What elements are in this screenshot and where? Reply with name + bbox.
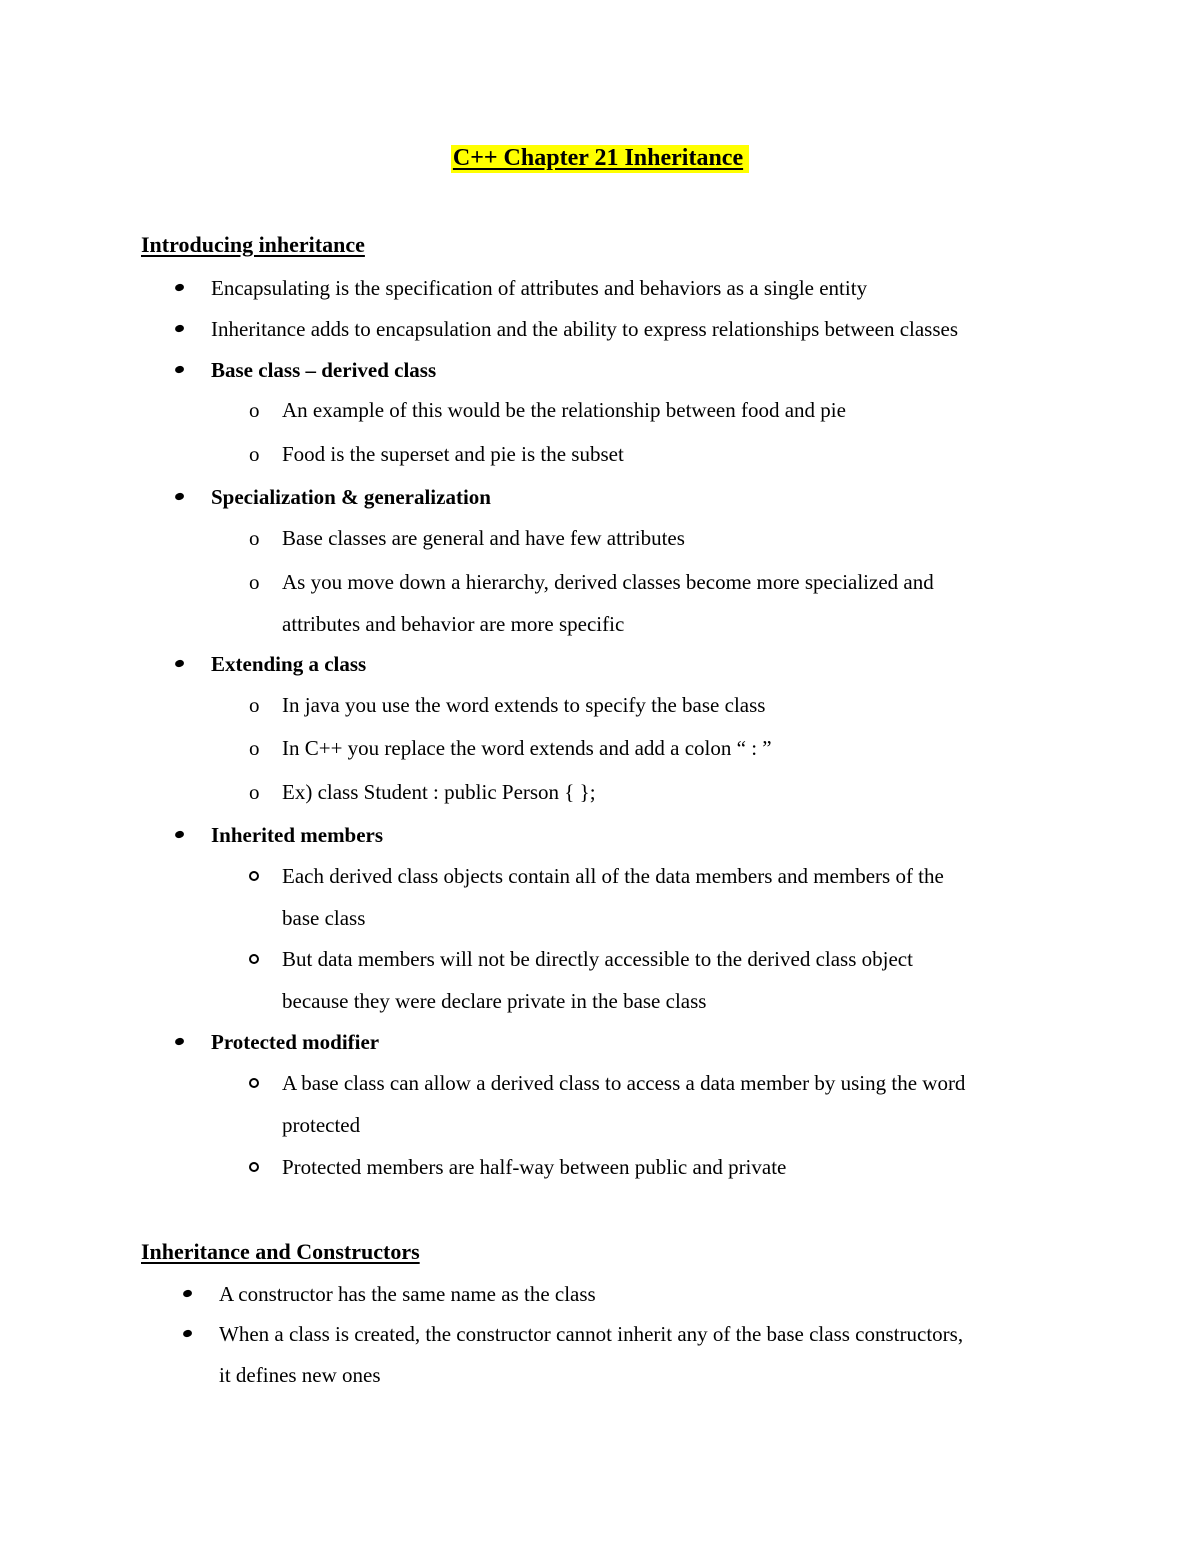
list-item-heading: Inherited members <box>211 823 384 847</box>
bullet-icon <box>174 365 185 374</box>
list-item-continuation: it defines new ones <box>219 1363 381 1387</box>
list-item: When a class is created, the constructor cannot inherit any of the base class constructors, <box>219 1322 964 1346</box>
sub-list-item: But data members will not be directly accessible to the derived class object <box>282 947 913 971</box>
sub-bullet-marker: o <box>249 526 260 550</box>
sub-list-item: A base class can allow a derived class to access a data member by using the word <box>282 1071 966 1095</box>
sub-bullet-marker: o <box>249 398 260 422</box>
ring-bullet-icon <box>249 1162 259 1172</box>
bullet-icon <box>174 830 185 839</box>
list-item: Inheritance adds to encapsulation and the ability to express relationships between classes <box>211 317 959 341</box>
sub-list-item-continuation: because they were declare private in the base class <box>282 989 707 1013</box>
section-heading-introducing-inheritance: Introducing inheritance <box>141 232 365 257</box>
sub-list-item: In C++ you replace the word extends and add a colon “ : ” <box>282 736 772 760</box>
sub-list-item-continuation: base class <box>282 906 366 930</box>
bullet-icon <box>174 659 185 668</box>
bullet-icon <box>174 492 185 501</box>
page-title: C++ Chapter 21 Inheritance <box>0 142 1200 174</box>
bullet-icon <box>182 1329 193 1338</box>
list-item-heading: Specialization & generalization <box>211 485 491 509</box>
list-item-heading: Base class – derived class <box>211 358 437 382</box>
sub-bullet-marker: o <box>249 780 260 804</box>
sub-list-item: In java you use the word extends to specify the base class <box>282 693 766 717</box>
bullet-icon <box>174 324 185 333</box>
sub-list-item-continuation: protected <box>282 1113 361 1137</box>
bullet-icon <box>174 283 185 292</box>
sub-list-item: Protected members are half-way between public and private <box>282 1155 787 1179</box>
sub-list-item: Each derived class objects contain all of the data members and members of the <box>282 864 944 888</box>
sub-bullet-marker: o <box>249 442 260 466</box>
sub-list-item: Base classes are general and have few attributes <box>282 526 685 550</box>
sub-list-item: Ex) class Student : public Person { }; <box>282 780 596 804</box>
sub-list-item: Food is the superset and pie is the subset <box>282 442 624 466</box>
list-item: Encapsulating is the specification of attributes and behaviors as a single entity <box>211 276 868 300</box>
list-item-heading: Extending a class <box>211 652 367 676</box>
section-heading-inheritance-and-constructors: Inheritance and Constructors <box>141 1239 420 1264</box>
sub-list-item-continuation: attributes and behavior are more specific <box>282 612 625 636</box>
sub-list-item: An example of this would be the relationship between food and pie <box>282 398 846 422</box>
bullet-icon <box>182 1289 193 1298</box>
list-item: A constructor has the same name as the class <box>219 1282 596 1306</box>
ring-bullet-icon <box>249 954 259 964</box>
ring-bullet-icon <box>249 1078 259 1088</box>
list-item-heading: Protected modifier <box>211 1030 380 1054</box>
bullet-icon <box>174 1037 185 1046</box>
sub-bullet-marker: o <box>249 693 260 717</box>
sub-bullet-marker: o <box>249 736 260 760</box>
sub-list-item: As you move down a hierarchy, derived classes become more specialized and <box>282 570 934 594</box>
ring-bullet-icon <box>249 871 259 881</box>
sub-bullet-marker: o <box>249 570 260 594</box>
